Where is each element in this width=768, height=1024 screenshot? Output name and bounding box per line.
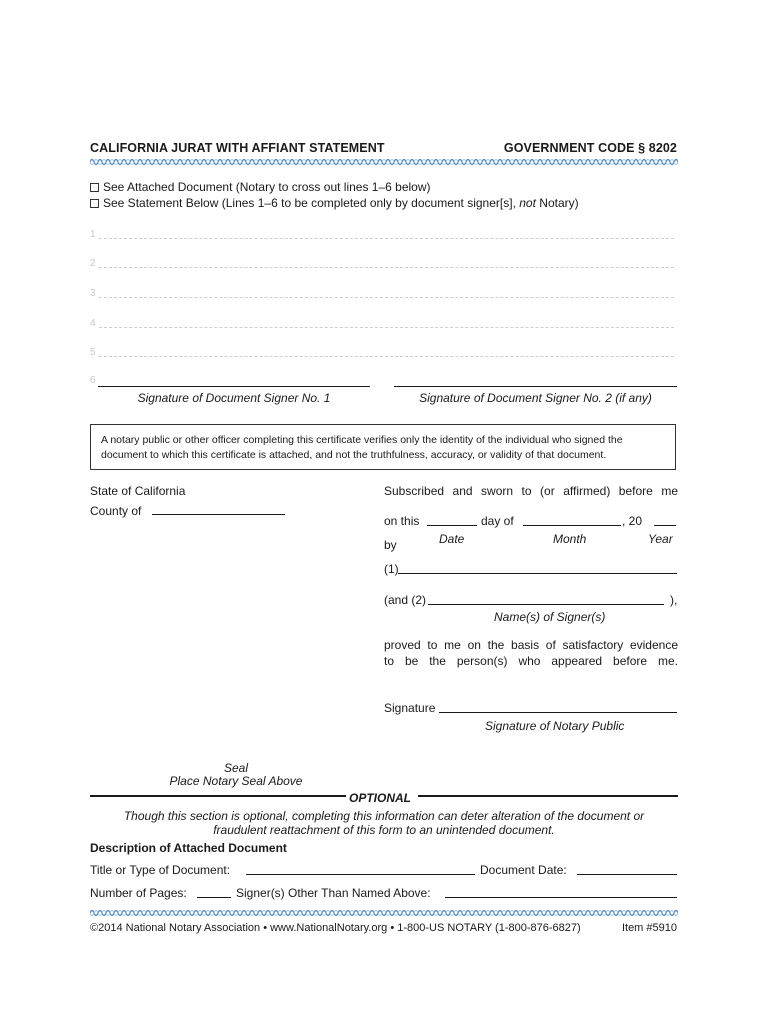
month-field[interactable]	[523, 525, 621, 526]
pages-field[interactable]	[197, 897, 231, 898]
optional-divider-right	[418, 795, 678, 797]
pages-label: Number of Pages:	[90, 886, 187, 900]
county-field[interactable]	[152, 514, 285, 515]
seal-label: Seal	[223, 761, 249, 775]
other-signers-field[interactable]	[445, 897, 677, 898]
day-of-label: day of	[481, 514, 514, 528]
title-type-label: Title or Type of Document:	[90, 863, 231, 877]
signer-1-signature-line[interactable]	[98, 386, 370, 387]
statement-line-2[interactable]: 2	[90, 258, 674, 270]
checkbox-see-attached[interactable]	[90, 183, 99, 192]
seal-placement-label: Place Notary Seal Above	[169, 774, 303, 788]
checkbox-see-statement[interactable]	[90, 199, 99, 208]
signer-two-label: (and (2)	[384, 593, 427, 607]
county-label: County of	[90, 504, 142, 518]
description-heading: Description of Attached Document	[90, 841, 287, 855]
year-caption: Year	[648, 532, 673, 546]
option-see-attached[interactable]	[90, 180, 431, 194]
proved-line-1: proved to me on the basis of satisfactory evidence	[384, 638, 678, 652]
optional-divider-left	[90, 795, 346, 797]
year-field[interactable]	[654, 525, 676, 526]
state-label: State of California	[90, 484, 186, 498]
document-date-field[interactable]	[577, 874, 677, 875]
notary-signature-label: Signature	[384, 701, 436, 715]
notary-notice-box: A notary public or other officer completing this certificate verifies only the identity of the individual who signed the document to which this certificate is attached, and not the truthfulness, accuracy, or validity of that document.	[90, 424, 676, 470]
statement-line-1[interactable]: 1	[90, 229, 674, 241]
option-see-statement[interactable]	[90, 196, 579, 210]
statement-line-6-number: 6	[90, 375, 96, 386]
title-type-field[interactable]	[246, 874, 475, 875]
signer-2-caption: Signature of Document Signer No. 2 (if any)	[419, 391, 652, 405]
notary-signature-field[interactable]	[439, 712, 677, 713]
day-field[interactable]	[427, 525, 477, 526]
statement-line-3[interactable]: 3	[90, 288, 674, 300]
year-prefix: , 20	[622, 514, 643, 528]
decorative-band-bottom	[90, 908, 678, 918]
sworn-statement: Subscribed and sworn to (or affirmed) before me	[384, 484, 678, 498]
statement-line-5[interactable]: 5	[90, 347, 674, 359]
statement-line-4[interactable]: 4	[90, 318, 674, 330]
footer-copyright: ©2014 National Notary Association • www.NationalNotary.org • 1-800-US NOTARY (1-800-876-6827)	[90, 922, 581, 934]
date-caption: Date	[439, 532, 465, 546]
document-date-label: Document Date:	[480, 863, 567, 877]
month-caption: Month	[553, 532, 587, 546]
signer-one-label: (1)	[384, 562, 399, 576]
signer-one-name-field[interactable]	[398, 573, 677, 574]
on-this-label: on this	[384, 514, 420, 528]
proved-line-2: to be the person(s) who appeared before me.	[384, 654, 678, 668]
close-paren: ),	[670, 593, 678, 607]
form-title: CALIFORNIA JURAT WITH AFFIANT STATEMENT	[90, 141, 385, 155]
signer-1-caption: Signature of Document Signer No. 1	[137, 391, 331, 405]
footer-item-number: Item #5910	[621, 922, 677, 934]
other-signers-label: Signer(s) Other Than Named Above:	[236, 886, 431, 900]
names-caption: Name(s) of Signer(s)	[494, 610, 606, 624]
signer-2-signature-line[interactable]	[394, 386, 677, 387]
government-code: GOVERNMENT CODE § 8202	[503, 141, 677, 155]
optional-heading: OPTIONAL	[349, 791, 411, 805]
option-see-attached-label: See Attached Document (Notary to cross out lines 1–6 below)	[103, 180, 431, 194]
optional-note-line-2: fraudulent reattachment of this form to an unintended document.	[213, 823, 555, 837]
decorative-band-top	[90, 157, 678, 167]
notary-signature-caption: Signature of Notary Public	[485, 719, 625, 733]
by-label: by	[384, 538, 397, 552]
option-see-statement-label: See Statement Below (Lines 1–6 to be completed only by document signer[s], not Notary)	[103, 196, 579, 210]
optional-note-line-1: Though this section is optional, completing this information can deter alteration of the document or	[123, 809, 645, 823]
signer-two-name-field[interactable]	[428, 604, 664, 605]
